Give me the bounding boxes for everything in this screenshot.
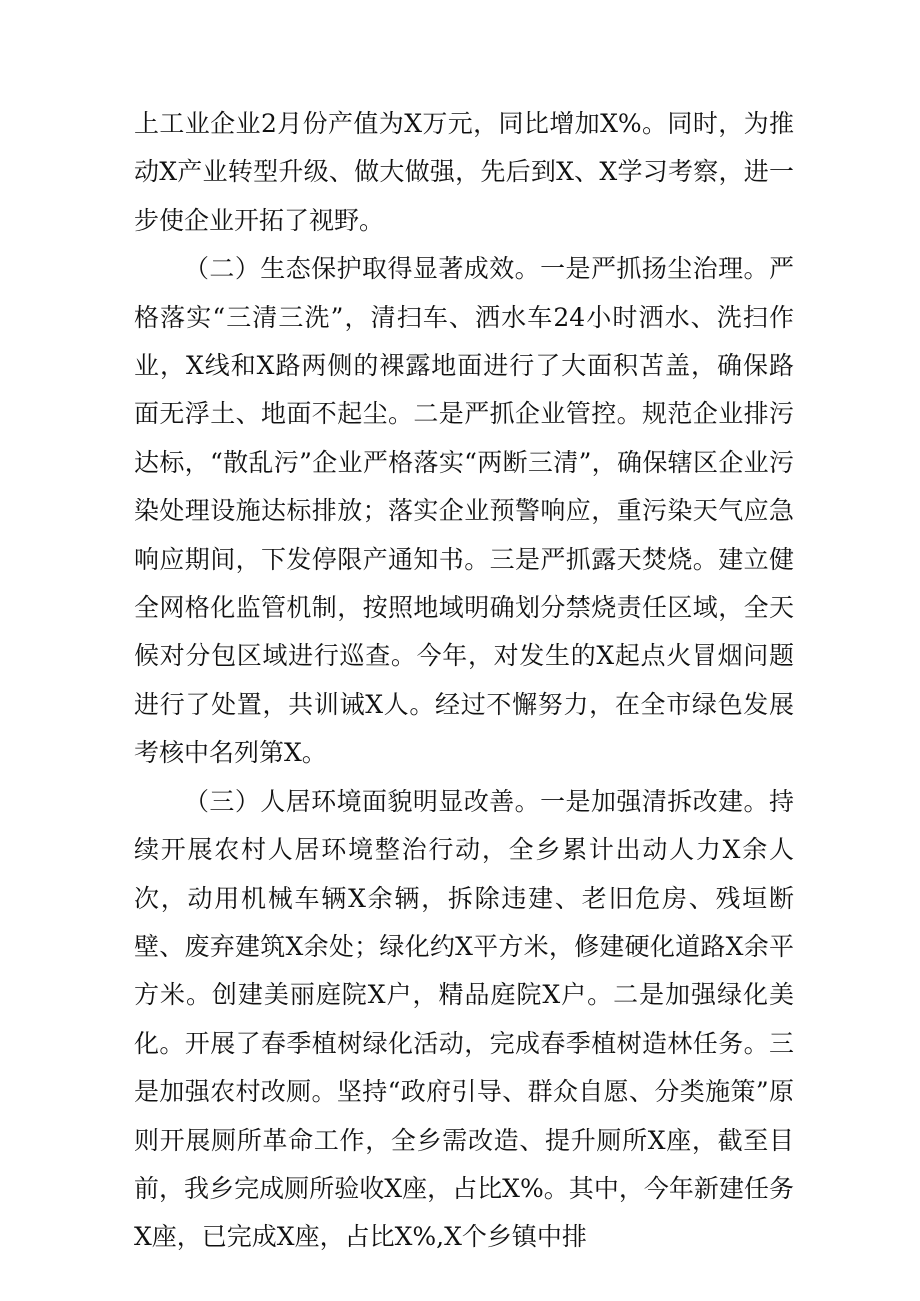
paragraph-ecological-protection: （二）生态保护取得显著成效。一是严抓扬尘治理。严格落实“三清三洗”，清扫车、洒水车24小时洒水、洗扫作业，X线和X路两侧的裸露地面进行了大面积苫盖，确保路面无浮土、地面不起尘。二是严抓企业管控。规范企业排污达标，“散乱污”企业严格落实“两断三清”，确保辖区企业污染处理设施达标排放；落实企业预警响应，重污染天气应急响应期间，下发停限产通知书。三是严抓露天焚烧。建立健全网格化监管机制，按照地域明确划分禁烧责任区域，全天候对分包区域进行巡查。今年，对发生的X起点火冒烟问题进行了处置，共训诫X人。经过不懈努力，在全市绿色发展考核中名列第X。	[134, 254, 794, 768]
paragraph-continuation: 上工业企业2月份产值为X万元，同比增加X%。同时，为推动X产业转型升级、做大做强，先后到X、X学习考察，进一步使企业开拓了视野。	[134, 109, 794, 235]
paragraph-living-environment: （三）人居环境面貌明显改善。一是加强清拆改建。持续开展农村人居环境整治行动，全乡累计出动人力X余人次，动用机械车辆X余辆，拆除违建、老旧危房、残垣断壁、废弃建筑X余处；绿化约X平方米，修建硬化道路X余平方米。创建美丽庭院X户，精品庭院X户。二是加强绿化美化。开展了春季植树绿化活动，完成春季植树造林任务。三是加强农村改厕。坚持“政府引导、群众自愿、分类施策”原则开展厕所革命工作，全乡需改造、提升厕所X座，截至目前，我乡完成厕所验收X座，占比X%。其中，今年新建任务X座，已完成X座，占比X%,X个乡镇中排	[134, 786, 794, 1252]
document-body	[134, 100, 794, 1262]
